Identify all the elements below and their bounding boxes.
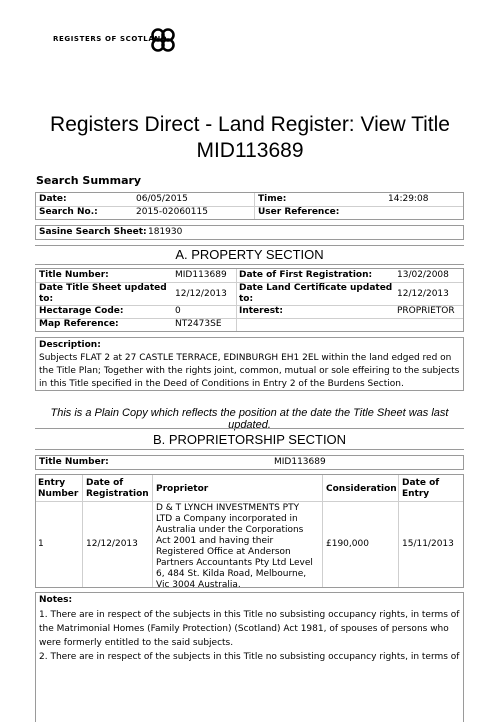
cert-updated-value: 12/12/2013 [397,289,449,299]
header-date-of: Date of [86,478,124,488]
proprietor-line: Act 2001 and having their [156,536,274,546]
proprietor-line: Registered Office at Anderson [156,547,291,557]
proprietor-line: 6, 484 St. Kilda Road, Melbourne, [156,569,307,579]
property-details-box [35,268,464,332]
first-registration-label: Date of First Registration: [239,270,373,280]
interest-label: Interest: [239,306,283,316]
time-value: 14:29:08 [388,194,429,204]
notes-text [39,608,463,664]
proprietor-line: D & T LYNCH INVESTMENTS PTY [156,503,300,513]
header-date-of-entry: Date of [402,478,440,488]
brand-name: REGISTERS OF SCOTLAND [53,35,168,43]
cert-updated-label-to: to: [239,294,254,304]
header-consideration: Consideration [326,484,397,494]
note-line: were formerly entitled to the said subjects. [39,638,234,648]
description-line: the Title Plan; Together with the rights joint, common, mutual or sole effeiring to the subjects [39,366,460,376]
row-entry-number: 1 [38,539,44,549]
title-number-value: MID113689 [175,270,227,280]
proprietor-line: Vic 3004 Australia. [156,580,241,590]
plain-copy-note-line: This is a Plain Copy which reflects the position at the date the Title Sheet was last [50,407,449,419]
proprietorship-table [35,474,464,588]
search-summary-box [35,192,464,220]
notes-box [35,592,464,722]
proprietorship-title-number-value: MID113689 [274,457,326,467]
time-label: Time: [258,194,287,204]
date-value: 06/05/2015 [136,194,188,204]
page-title-title-number: MID113689 [196,139,304,162]
note-line: 1. There are in respect of the subjects in this Title no subsisting occupancy rights, in terms of [39,610,460,620]
sheet-updated-label-to: to: [39,294,54,304]
description-line: Subjects FLAT 2 at 27 CASTLE TERRACE, EDINBURGH EH1 2EL within the land edged red on [39,353,452,363]
sheet-updated-label: Date Title Sheet updated [39,283,167,293]
note-line: 2. There are in respect of the subjects in this Title no subsisting occupancy rights, in terms of [39,652,460,662]
header-entry-word: Entry [402,489,430,499]
hectarage-label: Hectarage Code: [39,306,124,316]
header-number: Number [38,489,79,499]
page-title [20,112,480,164]
row-consideration: £190,000 [326,539,369,549]
description-text [39,352,463,391]
hectarage-value: 0 [175,306,181,316]
interest-value: PROPRIETOR [397,306,455,316]
plain-copy-note-line: updated. [228,419,271,431]
sasine-label: Sasine Search Sheet: [39,227,147,237]
title-number-label: Title Number: [39,270,109,280]
search-no-label: Search No.: [39,207,98,217]
page-title-line-1: Registers Direct - Land Register: View Title [50,113,450,136]
note-line: the Matrimonial Homes (Family Protection) (Scotland) Act 1981, of spouses of persons who [39,624,449,634]
header-proprietor: Proprietor [156,484,209,494]
description-box [35,337,464,391]
header-registration: Registration [86,489,149,499]
search-no-value: 2015-02060115 [136,207,208,217]
description-label: Description: [39,340,101,350]
proprietorship-title-number-label: Title Number: [39,457,109,467]
sasine-box [35,225,464,240]
date-label: Date: [39,194,67,204]
header-entry: Entry [38,478,66,488]
sheet-updated-value: 12/12/2013 [175,289,227,299]
row-date-of-entry: 15/11/2013 [402,539,454,549]
proprietorship-title-number-box [35,455,464,470]
proprietor-line: LTD a Company incorporated in [156,514,298,524]
property-section-heading: A. PROPERTY SECTION [35,245,464,265]
first-registration-value: 13/02/2008 [397,270,449,280]
description-line: in this Title specified in the Deed of Conditions in Entry 2 of the Burdens Section. [39,379,404,389]
ros-knot-icon [149,26,177,54]
sasine-value: 181930 [148,227,183,237]
notes-label: Notes: [39,595,73,605]
row-registration-date: 12/12/2013 [86,539,138,549]
proprietorship-section-heading: B. PROPRIETORSHIP SECTION [35,428,464,450]
map-reference-label: Map Reference: [39,319,119,329]
search-summary-heading: Search Summary [36,174,142,187]
proprietor-line: Partners Accountants Pty Ltd Level [156,558,313,568]
map-reference-value: NT2473SE [175,319,222,329]
row-proprietor [156,503,321,591]
proprietor-line: Australia under the Corporations [156,525,304,535]
user-reference-label: User Reference: [258,207,340,217]
cert-updated-label: Date Land Certificate updated [239,283,393,293]
